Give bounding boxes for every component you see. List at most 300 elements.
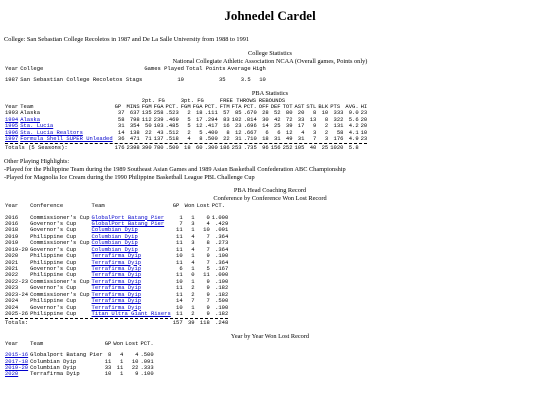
table-cell: 49 (285, 135, 293, 143)
table-cell: 11 (176, 290, 183, 298)
table-cell: 2 (187, 109, 191, 117)
coaching-heading: PBA Head Coaching Record (233, 187, 307, 195)
table-cell: 4 (206, 220, 210, 228)
table-cell: 52 (273, 109, 281, 117)
table-cell: 57 (223, 109, 230, 117)
table-cell: 14 (262, 122, 269, 130)
table-cell: 176 (114, 144, 125, 152)
team-name-link[interactable]: Terrafirma Dyip (91, 303, 142, 311)
table-cell: 17 (297, 122, 305, 130)
table-cell: 2024 (5, 297, 19, 305)
table-cell: Columbian Dyip (30, 363, 77, 371)
year-cell-link[interactable]: 2019-20 (5, 363, 29, 371)
table-cell: 10 (176, 303, 183, 311)
table-cell: .300 (204, 144, 218, 152)
table-cell: 4 (301, 128, 305, 136)
table-cell: 10 (203, 226, 210, 234)
table-cell: 4 (191, 245, 195, 253)
table-cell: Terrafirma Dyip (30, 370, 80, 378)
table-cell: 8 (108, 351, 112, 359)
table-cell: .500 (204, 135, 218, 143)
group-label: REBOUNDS (258, 96, 286, 104)
table-cell: 10 (259, 76, 266, 84)
table-cell: 1 (191, 277, 195, 285)
table-cell: .182 (215, 309, 229, 317)
table-cell: 10 (131, 357, 139, 365)
table-cell: 2023-24 (5, 290, 29, 298)
table-cell: 137 (153, 135, 164, 143)
table-cell: 1 (179, 213, 183, 221)
team-name-link[interactable]: Terrafirma Dyip (91, 252, 142, 260)
table-cell: 258 (153, 109, 164, 117)
header-cell: Year (5, 102, 19, 110)
table-cell: 9 (313, 122, 317, 130)
table-cell: 5.6 (348, 115, 359, 123)
header-cell: High (252, 64, 266, 72)
table-cell: 2 (187, 128, 191, 136)
table-cell: 11 (176, 226, 183, 234)
table-cell: Governor's Cup (30, 220, 77, 228)
table-cell: 10 (360, 128, 368, 136)
table-cell: 83 (223, 115, 230, 123)
table-cell: 13 (309, 115, 317, 123)
header-cell: STL (306, 102, 317, 110)
table-cell: 18 (195, 109, 203, 117)
header-cell: HI (360, 102, 368, 110)
table-cell: 2 (191, 284, 195, 292)
table-cell: 253 (231, 144, 242, 152)
yearly-record-table (4, 341, 155, 378)
totals-label: Totals (5 Seasons): (5, 144, 68, 152)
table-cell: .400 (204, 128, 218, 136)
header-cell: Team (20, 102, 34, 110)
table-cell: 31 (297, 135, 305, 143)
table-cell: 3 (191, 220, 195, 228)
table-cell: 112 (141, 115, 152, 123)
table-cell: 5 (187, 122, 191, 130)
table-cell: 37 (117, 109, 125, 117)
table-cell: .710 (243, 135, 257, 143)
table-cell: 10 (176, 277, 183, 285)
table-cell: 2025-26 (5, 309, 29, 317)
table-cell: .182 (215, 290, 229, 298)
table-cell: 2016 (5, 213, 19, 221)
table-cell: 8 (199, 135, 203, 143)
table-cell: 4.2 (348, 122, 359, 130)
table-cell: 5.8 (348, 144, 359, 152)
team-name-link[interactable]: Terrafirma Dyip (91, 265, 142, 272)
table-cell: 2019 (5, 232, 19, 240)
table-cell: 6 (179, 265, 183, 272)
table-cell: .429 (215, 220, 229, 228)
header-cell: Won (113, 339, 124, 347)
table-cell: 2 (191, 290, 195, 298)
pba-stats-table (4, 98, 368, 152)
header-cell: Games Played (144, 64, 184, 72)
table-cell: 71 (145, 135, 152, 143)
table-cell: .696 (243, 122, 257, 130)
year-cell-link[interactable]: 1996 (5, 128, 19, 136)
table-cell: 2021 (5, 258, 19, 266)
table-cell: 0 (206, 213, 210, 221)
table-cell: 354 (129, 122, 140, 130)
table-cell: 33 (297, 115, 305, 123)
table-cell: .364 (215, 232, 229, 240)
table-cell: 28 (262, 109, 269, 117)
table-cell: 12 (195, 122, 203, 130)
table-cell: .670 (243, 109, 257, 117)
header-cell: FGM (180, 102, 191, 110)
team-name (91, 311, 172, 317)
table-cell: 1987 (5, 76, 19, 84)
table-cell: 176 (333, 135, 344, 143)
header-cell: AVG. (345, 102, 359, 110)
header-cell: FTA (231, 102, 242, 110)
table-cell: 2019 (5, 239, 19, 247)
team-name: Alaska (20, 109, 41, 117)
table-cell: 2019-20 (5, 245, 29, 253)
table-cell: .294 (204, 115, 218, 123)
table-cell: 7 (313, 135, 317, 143)
table-cell: 85 (234, 109, 242, 117)
table-cell: 25 (321, 144, 329, 152)
table-cell: 9 (206, 290, 210, 298)
header-cell: Lost (125, 339, 139, 347)
table-cell: 11 (176, 271, 183, 279)
coaching-subheading: Conference by Conference Won Lost Record (213, 195, 327, 203)
header-cell: FGA (192, 102, 203, 110)
table-cell: 2398 (126, 144, 140, 152)
table-cell: 18 (262, 135, 269, 143)
table-cell: .364 (215, 245, 229, 253)
table-cell: 798 (129, 115, 140, 123)
table-cell: 58 (336, 128, 344, 136)
header-cell: Conference (30, 202, 64, 210)
table-cell: 3.5 (240, 76, 251, 84)
table-cell: Governor's Cup (30, 284, 77, 292)
table-cell: 43 (156, 128, 164, 136)
table-cell: 20 (360, 122, 368, 130)
table-cell: 103 (153, 122, 164, 130)
table-cell: 9 (206, 309, 210, 317)
table-cell: 131 (333, 122, 344, 130)
header-cell: AST (294, 102, 305, 110)
table-cell: 2020 (5, 252, 19, 260)
table-cell: San Sebastian College Recoletos Stags (20, 76, 143, 84)
table-cell: 30 (262, 115, 269, 123)
header-cell: FGA (153, 102, 164, 110)
table-cell: 2024 (5, 303, 19, 311)
team-name (19, 136, 113, 142)
header-cell: College (20, 64, 44, 72)
table-cell: Philippine Cup (30, 258, 77, 266)
header-cell: GP (114, 102, 122, 110)
table-cell: Philippine Cup (30, 232, 77, 240)
table-cell: 22 (223, 135, 230, 143)
table-cell: 42 (273, 115, 281, 123)
table-cell: 60 (195, 144, 203, 152)
page-title: Johnedel Cardel (224, 8, 316, 23)
table-cell: Commissioner's Cup (30, 239, 90, 247)
table-cell: 80 (285, 109, 293, 117)
table-cell: 4 (187, 135, 191, 143)
table-cell: 7 (206, 297, 210, 305)
pba-heading: PBA Statistics (251, 89, 289, 97)
table-cell: Governor's Cup (30, 303, 77, 311)
header-cell: Total Points (185, 64, 226, 72)
table-cell: 11 (176, 239, 183, 247)
table-cell: 1020 (330, 144, 344, 152)
table-cell: .100 (215, 277, 229, 285)
table-cell: 11 (203, 271, 210, 279)
team-name-link[interactable]: Columbian Dyip (91, 245, 138, 253)
table-cell: 390 (141, 144, 152, 152)
year-cell: 1993 (5, 109, 19, 117)
header-cell: PCT. (204, 102, 218, 110)
team-name-link[interactable]: Titan Ultra Giant Risers (91, 309, 171, 317)
team-name-link[interactable]: GlobalPort Batang Pier (91, 220, 165, 228)
table-cell: 239 (153, 115, 164, 123)
table-cell: 9.0 (348, 109, 359, 117)
table-cell: 5 (187, 115, 191, 123)
table-cell: 4 (119, 351, 124, 359)
table-cell: .518 (165, 135, 179, 143)
team-name-link[interactable]: Alaska (20, 115, 41, 123)
table-cell: 39 (285, 122, 293, 130)
table-cell: 3 (191, 239, 195, 247)
table-cell: 2021 (5, 265, 19, 272)
totals-row (4, 320, 229, 326)
table-cell: 39 (187, 319, 195, 327)
table-cell: Commissioner's Cup (30, 213, 90, 221)
table-cell: 1 (191, 265, 195, 272)
table-cell: 8 (324, 115, 329, 123)
header-cell: Year (5, 64, 19, 72)
table-cell: 7 (191, 297, 195, 305)
header-cell: PCT. (165, 102, 179, 110)
header-cell: Average (227, 64, 251, 72)
table-cell: .735 (243, 144, 257, 152)
team-name-link[interactable]: Columbian Dyip (91, 226, 138, 234)
table-cell: 7 (206, 232, 210, 240)
header-cell: MINS (126, 102, 140, 110)
table-cell: 4.9 (348, 135, 359, 143)
table-cell: 186 (219, 144, 230, 152)
table-cell: 135 (141, 109, 152, 117)
table-cell: 7 (179, 220, 183, 228)
college-stats-table (4, 66, 267, 84)
table-cell: 40 (309, 144, 317, 152)
table-cell: 157 (172, 319, 183, 327)
table-cell: 2018 (5, 226, 19, 234)
team-name-link[interactable]: Sta. Lucia Realtors (20, 128, 83, 136)
table-cell: Commissioner's Cup (30, 277, 90, 285)
team-name-link[interactable]: Formula Shell SUPER Unleaded (20, 135, 113, 143)
team-name-link[interactable]: Terrafirma Dyip (91, 297, 142, 305)
header-cell: FGM (141, 102, 152, 110)
table-cell: .512 (165, 128, 179, 136)
table-cell: 9 (135, 370, 139, 378)
table-cell: 1 (119, 357, 124, 365)
table-cell: 118 (199, 319, 210, 327)
team-name-link[interactable]: Terrafirma Dyip (91, 290, 142, 298)
highlights-heading: Other Playing Highlights: (4, 157, 70, 165)
table-cell: 20 (360, 115, 368, 123)
table-cell: 4 (135, 351, 139, 359)
table-cell: 72 (285, 115, 293, 123)
team-name-link[interactable]: Terrafirma Dyip (91, 258, 142, 266)
group-label: 2pt. FG (141, 96, 165, 104)
table-cell: 5 (199, 128, 203, 136)
table-cell: Commissioner's Cup (30, 290, 90, 298)
year-cell-link[interactable]: 2020 (5, 370, 19, 378)
table-cell: 4.1 (348, 128, 359, 136)
table-cell: 11 (176, 258, 183, 266)
table-cell: .167 (215, 265, 229, 272)
header-cell: PCT. (211, 202, 225, 210)
header-cell: Year (5, 202, 19, 210)
table-row (4, 77, 267, 83)
table-cell: 2 (324, 122, 329, 130)
table-cell: 2023 (5, 284, 19, 292)
header-cell: PTS (330, 102, 341, 110)
team-name-link[interactable]: Terrafirma Dyip (91, 277, 142, 285)
table-cell: 22 (145, 128, 152, 136)
table-cell: 2022-23 (5, 277, 29, 285)
table-cell: .248 (215, 319, 229, 327)
year-cell-link[interactable]: 2017-18 (5, 357, 29, 365)
table-cell: 3 (324, 135, 329, 143)
table-cell: 0 (191, 271, 195, 279)
table-cell: 11 (176, 309, 183, 317)
table-cell: 2 (324, 128, 329, 136)
table-cell: 8 (226, 128, 230, 136)
table-cell: .500 (165, 144, 179, 152)
year-cell-link[interactable]: 2015-16 (5, 351, 29, 359)
table-cell: 637 (129, 109, 140, 117)
table-cell: 31 (234, 135, 242, 143)
table-cell: Governor's Cup (30, 265, 77, 272)
table-cell: 333 (333, 109, 344, 117)
table-cell: 7 (206, 258, 210, 266)
table-cell: 23 (360, 135, 368, 143)
year-cell-link[interactable]: 1997 (5, 135, 19, 143)
table-cell: 4 (191, 258, 195, 266)
totals-label: Totals: (5, 319, 29, 327)
table-cell: 23 (234, 122, 242, 130)
table-cell: 9 (206, 284, 210, 292)
header-cell: GP (172, 202, 180, 210)
table-cell: .100 (215, 252, 229, 260)
table-cell: 8 (206, 239, 210, 247)
table-cell: 31 (273, 135, 281, 143)
table-cell: .417 (204, 122, 218, 130)
header-cell: GP (104, 339, 112, 347)
intro-text: College: San Sebastian College Recoletos in 1987 and De La Salle University from 1988 to 1991 (4, 36, 250, 44)
table-cell: 6 (265, 128, 269, 136)
table-cell: 23 (360, 109, 368, 117)
header-cell: Lost (196, 202, 210, 210)
table-cell: .485 (165, 122, 179, 130)
table-cell: 8 (313, 109, 317, 117)
table-row (4, 371, 155, 377)
table-cell: 20 (297, 109, 305, 117)
table-cell: 11 (104, 357, 112, 365)
table-cell: Philippine Cup (30, 297, 77, 305)
highlight-item: -Played for the Philippine Team during the 1989 Southeast Asian Games and 1989 Asian Basketball Confederation ABC Championship (4, 165, 346, 173)
table-cell: 11 (176, 245, 183, 253)
table-cell: .469 (165, 115, 179, 123)
table-cell: 14 (176, 297, 183, 305)
table-cell: 4 (191, 232, 195, 240)
table-cell: 16 (223, 122, 230, 130)
table-cell: 36 (117, 135, 125, 143)
table-cell: .100 (140, 370, 154, 378)
table-cell: 58 (117, 115, 125, 123)
college-heading: College Statistics (248, 50, 292, 58)
table-cell: 14 (117, 128, 125, 136)
table-cell: .500 (140, 351, 154, 359)
header-cell: BLK (318, 102, 329, 110)
table-cell: 10 (321, 109, 329, 117)
table-cell: .364 (215, 258, 229, 266)
table-cell: 9 (206, 252, 210, 260)
table-cell: 780 (153, 144, 164, 152)
header-cell: DEF (270, 102, 281, 110)
table-cell: 322 (333, 115, 344, 123)
table-cell: .333 (140, 363, 154, 371)
table-cell: Columbian Dyip (30, 357, 77, 365)
table-cell: .667 (243, 128, 257, 136)
table-cell: 96 (262, 144, 269, 152)
table-cell: 252 (282, 144, 293, 152)
table-cell: .500 (215, 297, 229, 305)
team-name-link[interactable]: Terrafirma Dyip (91, 271, 142, 279)
table-cell: .814 (243, 115, 257, 123)
header-cell: OFF (258, 102, 269, 110)
table-cell: 1 (191, 226, 195, 234)
table-cell: 11 (176, 232, 183, 240)
highlight-item: -Played for Magnolia Ice Cream during the 1990 Philippine Basketball League PBL Challenge Cup (4, 173, 255, 181)
table-cell: 17 (195, 115, 203, 123)
table-cell: 2016 (5, 220, 19, 228)
table-cell: 105 (294, 144, 305, 152)
table-cell: 138 (129, 128, 140, 136)
table-cell: 156 (270, 144, 281, 152)
table-cell: 31 (117, 122, 125, 130)
table-cell: Philippine Cup (30, 309, 77, 317)
header-cell: FTM (219, 102, 230, 110)
table-cell: .000 (215, 271, 229, 279)
year-cell-link[interactable]: 1994 (5, 115, 19, 123)
year-cell-link[interactable]: 1995 (5, 122, 19, 130)
team-name-link[interactable]: Columbian Dyip (91, 232, 138, 240)
year-cell (4, 136, 19, 142)
table-cell: .111 (204, 109, 218, 117)
team-name-link[interactable]: GlobalPort Batang Pier (91, 213, 165, 221)
group-label: 3pt. FG (180, 96, 204, 104)
year-cell (4, 371, 29, 377)
table-cell: 9 (206, 303, 210, 311)
yearly-heading: Year by Year Won Lost Record (230, 332, 310, 340)
team-name-link[interactable]: Sta. Lucia (20, 122, 54, 130)
team-name-link[interactable]: Terrafirma Dyip (91, 284, 142, 292)
table-cell: 10 (104, 370, 112, 378)
table-cell: 12 (285, 128, 293, 136)
team-name-link[interactable]: Columbian Dyip (91, 239, 138, 247)
coaching-record-table (4, 203, 229, 327)
table-cell: 5 (206, 265, 210, 272)
